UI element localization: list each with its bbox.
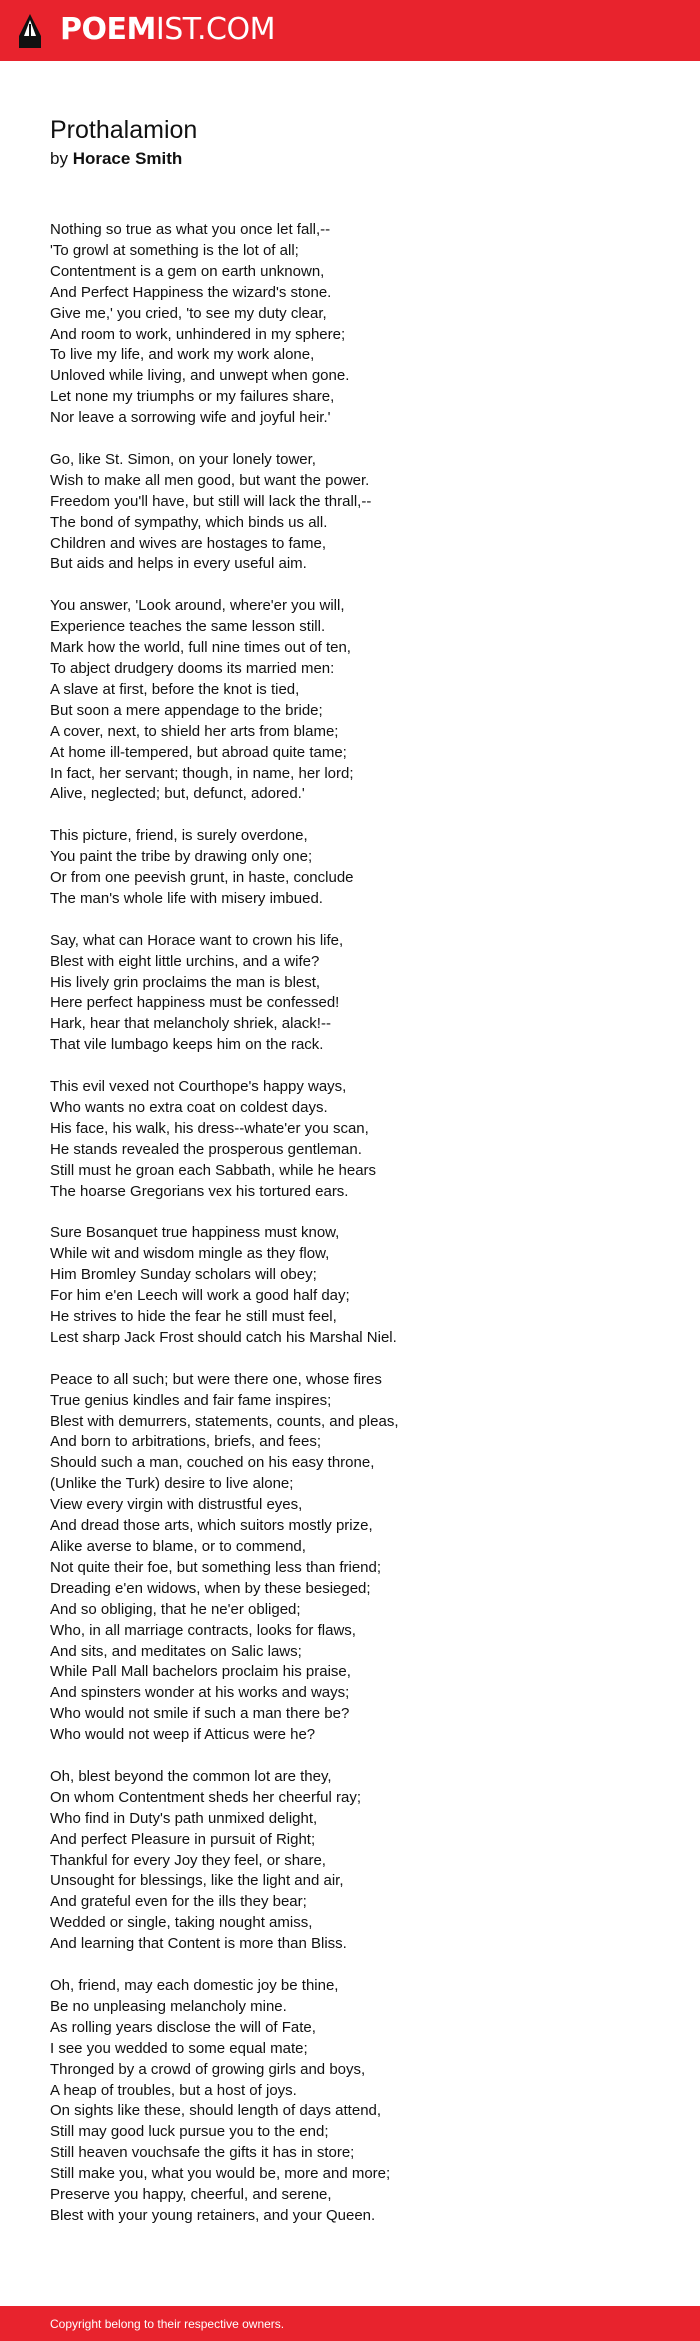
- poem-line: Blest with eight little urchins, and a wife?: [50, 952, 320, 970]
- poem-line: His lively grin proclaims the man is blest,: [50, 973, 321, 991]
- poem-line: A heap of troubles, but a host of joys.: [50, 2081, 297, 2099]
- site-logo[interactable]: [60, 13, 275, 47]
- poem-stanza: [50, 596, 670, 805]
- poem-line: Blest with your young retainers, and your Queen.: [50, 2206, 376, 2224]
- poem-line: Alive, neglected; but, defunct, adored.': [50, 785, 305, 803]
- poem-line: I see you wedded to some equal mate;: [50, 2039, 308, 2057]
- poem-byline: [50, 148, 182, 170]
- poem-line: Nor leave a sorrowing wife and joyful heir.': [50, 409, 331, 427]
- poem-line: You answer, 'Look around, where'er you will,: [50, 597, 345, 615]
- poem-line: And born to arbitrations, briefs, and fees;: [50, 1433, 321, 1451]
- poem-line: And grateful even for the ills they bear;: [50, 1893, 307, 1911]
- poem-line: Children and wives are hostages to fame,: [50, 534, 326, 552]
- poem-line: On whom Contentment sheds her cheerful ray;: [50, 1788, 361, 1806]
- poem-line: The man's whole life with misery imbued.: [50, 889, 323, 907]
- poem-line: Unsought for blessings, like the light and air,: [50, 1872, 344, 1890]
- brand-name-light: IST.COM: [155, 12, 275, 47]
- poem-line: Oh, friend, may each domestic joy be thine,: [50, 1976, 339, 1994]
- poem-line: He strives to hide the fear he still must feel,: [50, 1308, 337, 1326]
- poem-line: But aids and helps in every useful aim.: [50, 555, 307, 573]
- poem-line: Contentment is a gem on earth unknown,: [50, 262, 325, 280]
- poem-line: The bond of sympathy, which binds us all.: [50, 513, 328, 531]
- poem-stanza: [50, 1976, 670, 2227]
- footer-bar: [0, 2306, 700, 2341]
- poem-line: This evil vexed not Courthope's happy ways,: [50, 1078, 347, 1096]
- poem-line: Nothing so true as what you once let fall,--: [50, 221, 331, 238]
- poem-title: Prothalamion: [50, 116, 198, 144]
- poem-stanza: [50, 450, 670, 575]
- poem-line: Who find in Duty's path unmixed delight,: [50, 1809, 318, 1827]
- poem-line: View every virgin with distrustful eyes,: [50, 1496, 303, 1514]
- poem-line: Unloved while living, and unwept when gone.: [50, 367, 350, 385]
- poem-line: While wit and wisdom mingle as they flow,: [50, 1245, 330, 1263]
- poem-line: Or from one peevish grunt, in haste, conclude: [50, 869, 354, 887]
- poem-line: While Pall Mall bachelors proclaim his praise,: [50, 1663, 351, 1681]
- poem-line: A slave at first, before the knot is tied,: [50, 680, 300, 698]
- poem-line: Blest with demurrers, statements, counts, and pleas,: [50, 1412, 399, 1430]
- poem-line: (Unlike the Turk) desire to live alone;: [50, 1475, 294, 1493]
- poem-line: Dreading e'en widows, when by these besieged;: [50, 1579, 371, 1597]
- poem-line: Be no unpleasing melancholy mine.: [50, 1997, 287, 2015]
- poem-author[interactable]: Horace Smith: [72, 149, 183, 168]
- poem-line: For him e'en Leech will work a good half day;: [50, 1287, 350, 1305]
- poem-stanza: [50, 931, 670, 1056]
- poem-line: His face, his walk, his dress--whate'er you scan,: [50, 1119, 369, 1137]
- poem-stanza: [50, 1767, 670, 1955]
- poem-line: Mark how the world, full nine times out of ten,: [50, 639, 351, 657]
- poem-line: At home ill-tempered, but abroad quite tame;: [50, 743, 347, 761]
- poem-line: Alike averse to blame, or to commend,: [50, 1537, 306, 1555]
- poem-line: Here perfect happiness must be confessed!: [50, 994, 340, 1012]
- poem-line: 'To growl at something is the lot of all;: [50, 241, 299, 259]
- poem-line: Lest sharp Jack Frost should catch his Marshal Niel.: [50, 1328, 397, 1346]
- poem-line: Still heaven vouchsafe the gifts it has in store;: [50, 2144, 355, 2162]
- poem-line: And dread those arts, which suitors mostly prize,: [50, 1517, 373, 1535]
- poem-line: He stands revealed the prosperous gentleman.: [50, 1140, 362, 1158]
- poem-line: And room to work, unhindered in my sphere;: [50, 325, 346, 343]
- poem-line: Wish to make all men good, but want the power.: [50, 471, 370, 489]
- poem-line: And perfect Pleasure in pursuit of Right;: [50, 1830, 316, 1848]
- poem-line: Thronged by a crowd of growing girls and boys,: [50, 2060, 366, 2078]
- poem-line: Thankful for every Joy they feel, or share,: [50, 1851, 326, 1869]
- poem-line: Who would not weep if Atticus were he?: [50, 1726, 316, 1744]
- poem-line: And Perfect Happiness the wizard's stone.: [50, 283, 332, 301]
- poem-stanza: [50, 1077, 670, 1202]
- poem-line: Sure Bosanquet true happiness must know,: [50, 1224, 340, 1242]
- poem-stanza: [50, 220, 670, 429]
- poem-line: On sights like these, should length of days attend,: [50, 2102, 382, 2120]
- poem-line: You paint the tribe by drawing only one;: [50, 848, 313, 866]
- poem-line: Still may good luck pursue you to the end;: [50, 2123, 329, 2141]
- poem-line: The hoarse Gregorians vex his tortured ears.: [50, 1182, 349, 1200]
- poem-line: To abject drudgery dooms its married men:: [50, 660, 335, 677]
- by-label: by: [50, 149, 68, 168]
- poem-line: Should such a man, couched on his easy throne,: [50, 1454, 375, 1472]
- poem-line: Still must he groan each Sabbath, while he hears: [50, 1161, 377, 1179]
- poem-line: This picture, friend, is surely overdone,: [50, 827, 308, 845]
- poem-line: And sits, and meditates on Salic laws;: [50, 1642, 302, 1660]
- poem-line: Who, in all marriage contracts, looks for flaws,: [50, 1621, 356, 1639]
- poem-line: Let none my triumphs or my failures share,: [50, 388, 335, 406]
- poem-line: Not quite their foe, but something less than friend;: [50, 1558, 382, 1576]
- poem-line: Hark, hear that melancholy shriek, alack!--: [50, 1015, 331, 1033]
- poem-line: And so obliging, that he ne'er obliged;: [50, 1600, 301, 1618]
- poem-line: Give me,' you cried, 'to see my duty clear,: [50, 304, 327, 322]
- poem-stanza: [50, 826, 670, 910]
- poem-line: That vile lumbago keeps him on the rack.: [50, 1036, 324, 1054]
- poem-stanza: [50, 1370, 670, 1746]
- footer-copyright: Copyright belong to their respective owners.: [50, 2317, 285, 2331]
- poem-line: To live my life, and work my work alone,: [50, 346, 315, 364]
- poem-line: True genius kindles and fair fame inspires;: [50, 1391, 332, 1409]
- poem-line: Him Bromley Sunday scholars will obey;: [50, 1266, 317, 1284]
- top-header-bar: [0, 0, 700, 61]
- poem-line: Experience teaches the same lesson still.: [50, 618, 326, 636]
- poem-line: As rolling years disclose the will of Fate,: [50, 2018, 316, 2036]
- poem-line: Oh, blest beyond the common lot are they,: [50, 1767, 332, 1785]
- poem-body: [50, 220, 670, 2227]
- poem-line: Preserve you happy, cheerful, and serene,: [50, 2186, 332, 2204]
- poem-line: But soon a mere appendage to the bride;: [50, 701, 323, 719]
- poem-line: A cover, next, to shield her arts from blame;: [50, 722, 339, 740]
- poem-line: Go, like St. Simon, on your lonely tower,: [50, 450, 316, 468]
- poem-line: Who wants no extra coat on coldest days.: [50, 1098, 328, 1116]
- poem-line: Freedom you'll have, but still will lack the thrall,--: [50, 492, 372, 510]
- poem-line: Still make you, what you would be, more and more;: [50, 2165, 391, 2183]
- poem-line: Who would not smile if such a man there be?: [50, 1705, 350, 1723]
- pen-nib-icon[interactable]: [18, 14, 42, 48]
- brand-name-bold: POEM: [60, 12, 156, 47]
- poem-stanza: [50, 1223, 670, 1348]
- poem-line: Peace to all such; but were there one, whose fires: [50, 1370, 382, 1388]
- poem-line: Say, what can Horace want to crown his life,: [50, 931, 344, 949]
- poem-line: And spinsters wonder at his works and ways;: [50, 1684, 350, 1702]
- poem-line: Wedded or single, taking nought amiss,: [50, 1914, 313, 1932]
- poem-line: In fact, her servant; though, in name, her lord;: [50, 764, 354, 782]
- poem-line: And learning that Content is more than Bliss.: [50, 1935, 347, 1953]
